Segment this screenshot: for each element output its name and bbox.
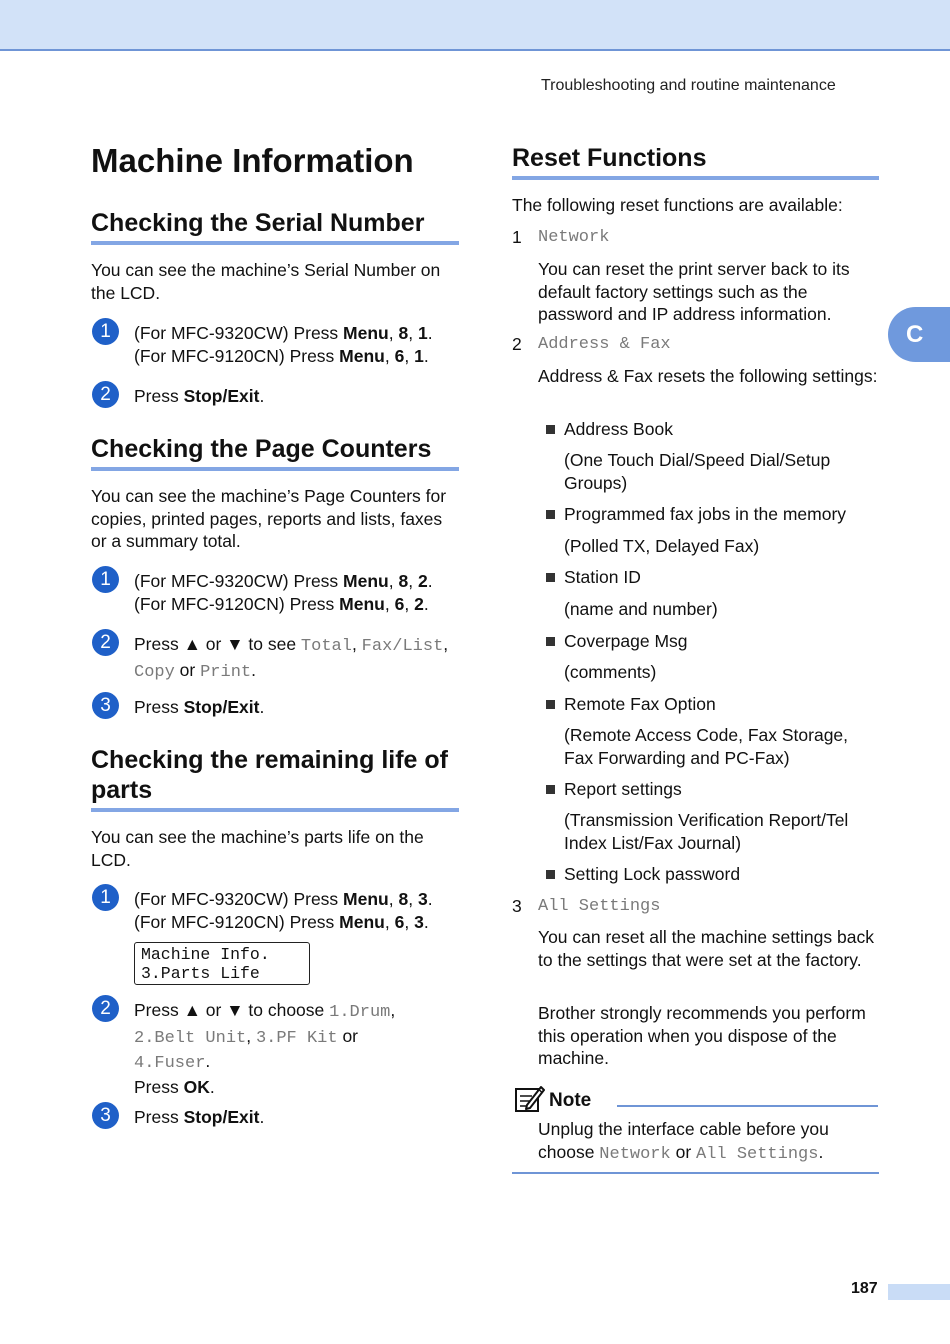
counters-step-3: Press Stop/Exit. [134, 697, 265, 717]
item-number: 2 [512, 334, 522, 354]
bullet-square [546, 510, 555, 519]
parts-step-1: (For MFC-9320CW) Press Menu, 8, 3. (For MFC-9120CN) Press Menu, 6, 3. [134, 889, 433, 932]
lcd-line-1: Machine Info. [141, 945, 270, 964]
page-title: Machine Information [91, 142, 414, 179]
option-address-fax: Address & Fax [538, 335, 671, 354]
network-desc: You can reset the print server back to its default factory settings such as the password and IP address information. [538, 259, 850, 324]
bullet-remote-fax: Remote Fax Option [564, 694, 716, 714]
item-number: 1 [512, 227, 522, 247]
bullet-programmed-fax: Programmed fax jobs in the memory [564, 504, 847, 524]
bullet-square [546, 785, 555, 794]
bullet-detail: (name and number) [564, 599, 718, 619]
step-number: 2 [92, 995, 119, 1022]
header-band [0, 0, 950, 51]
bullet-detail: (Transmission Verification Report/Tel Index List/Fax Journal) [564, 810, 849, 853]
bullet-detail: (Remote Access Code, Fax Storage, Fax Forwarding and PC-Fax) [564, 725, 849, 768]
note-pencil-icon [513, 1083, 545, 1115]
lcd-display [134, 942, 310, 985]
bullet-square [546, 700, 555, 709]
serial-intro: You can see the machine’s Serial Number on the LCD. [91, 260, 441, 303]
step-number: 3 [92, 1102, 119, 1129]
bullet-report-settings: Report settings [564, 779, 682, 799]
note-bottom-rule [512, 1172, 879, 1174]
bullet-address-book: Address Book [564, 419, 673, 439]
bullet-square [546, 870, 555, 879]
bullet-detail: (Polled TX, Delayed Fax) [564, 536, 760, 556]
step-number: 1 [92, 884, 119, 911]
page-number-bar [888, 1284, 950, 1300]
heading-page-counters: Checking the Page Counters [91, 435, 432, 463]
heading-parts-life: Checking the remaining life of parts [91, 746, 448, 804]
option-network: Network [538, 228, 610, 247]
heading-reset-functions: Reset Functions [512, 144, 707, 172]
lcd-line-2: 3.Parts Life [141, 964, 260, 983]
bullet-detail: (One Touch Dial/Speed Dial/Setup Groups) [564, 450, 831, 493]
heading-rule [91, 467, 459, 471]
running-title: Troubleshooting and routine maintenance [541, 77, 836, 94]
bullet-detail: (comments) [564, 662, 657, 682]
reset-intro: The following reset functions are available: [512, 195, 843, 215]
serial-step-1: (For MFC-9320CW) Press Menu, 8, 1. (For MFC-9120CN) Press Menu, 6, 1. [134, 323, 433, 366]
page-number: 187 [851, 1280, 878, 1297]
parts-step-3: Press Stop/Exit. [134, 1107, 265, 1127]
bullet-coverpage: Coverpage Msg [564, 631, 688, 651]
bullet-setting-lock: Setting Lock password [564, 864, 741, 884]
step-number: 3 [92, 692, 119, 719]
bullet-square [546, 425, 555, 434]
all-settings-desc: You can reset all the machine settings back to the settings that were set at the factory. [538, 927, 874, 970]
bullet-square [546, 573, 555, 582]
note-divider [617, 1105, 878, 1107]
serial-step-2: Press Stop/Exit. [134, 386, 265, 406]
heading-rule [91, 241, 459, 245]
counters-intro: You can see the machine’s Page Counters for copies, printed pages, reports and lists, faxes or a summary total. [91, 486, 447, 551]
parts-step-2: Press ▲ or ▼ to choose 1.Drum, 2.Belt Unit, 3.PF Kit or 4.Fuser. Press OK. [134, 1000, 396, 1097]
heading-serial-number: Checking the Serial Number [91, 209, 425, 237]
item-number: 3 [512, 896, 522, 916]
bullet-square [546, 637, 555, 646]
bullet-station-id: Station ID [564, 567, 641, 587]
counters-step-2: Press ▲ or ▼ to see Total, Fax/List, Copy or Print. [134, 634, 449, 682]
recommend-text: Brother strongly recommends you perform this operation when you dispose of the machine. [538, 1003, 866, 1068]
heading-rule [512, 176, 879, 180]
step-number: 2 [92, 629, 119, 656]
step-number: 2 [92, 381, 119, 408]
note-label: Note [549, 1090, 592, 1111]
note-text: Unplug the interface cable before you choose Network or All Settings. [538, 1119, 829, 1164]
option-all-settings: All Settings [538, 897, 661, 916]
step-number: 1 [92, 566, 119, 593]
step-number: 1 [92, 318, 119, 345]
parts-intro: You can see the machine’s parts life on the LCD. [91, 827, 424, 870]
heading-rule [91, 808, 459, 812]
section-tab[interactable]: C [888, 307, 950, 362]
counters-step-1: (For MFC-9320CW) Press Menu, 8, 2. (For MFC-9120CN) Press Menu, 6, 2. [134, 571, 433, 614]
address-desc: Address & Fax resets the following settings: [538, 366, 878, 386]
